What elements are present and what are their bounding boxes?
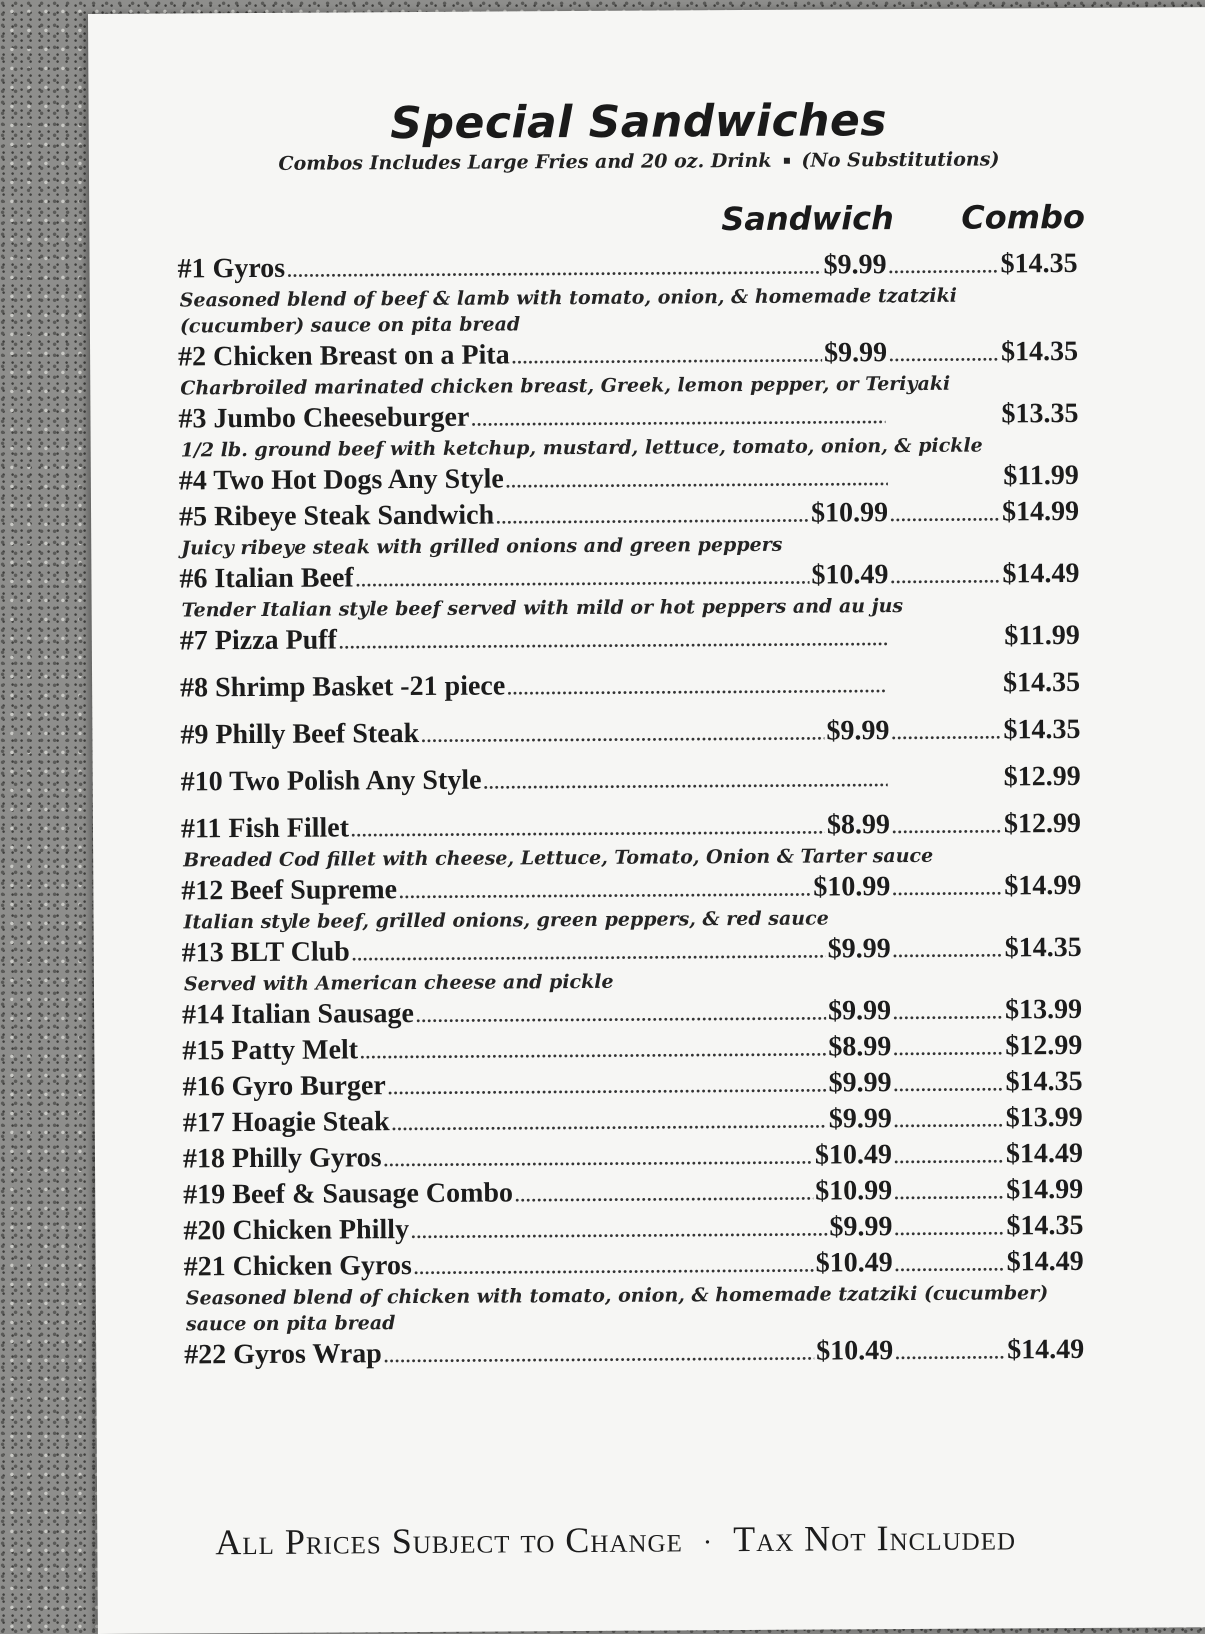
combo-price: $12.99	[1003, 760, 1081, 793]
menu-item	[179, 556, 1079, 623]
combo-price: $14.35	[1003, 666, 1081, 699]
dot-leader	[384, 1336, 815, 1375]
combo-price: $13.99	[1005, 1101, 1083, 1134]
sandwich-price: $10.99	[815, 1175, 893, 1207]
footer-price-notice: All Prices Subject to Change	[215, 1519, 683, 1563]
dot-leader	[506, 461, 888, 499]
sandwich-price: $9.99	[828, 1103, 892, 1135]
combo-price: $14.35	[1005, 1065, 1083, 1098]
sandwich-price: $8.99	[826, 809, 891, 841]
dot-leader	[360, 1032, 826, 1071]
menu-item	[182, 1028, 1082, 1069]
menu-item-line	[183, 1136, 1083, 1177]
menu-item	[180, 712, 1080, 753]
menu-item	[182, 1064, 1082, 1105]
menu-item	[183, 1208, 1083, 1249]
dot-leader	[421, 716, 824, 754]
menu-item	[182, 930, 1082, 997]
column-header-sandwich: Sandwich	[721, 199, 894, 239]
menu-item-line	[184, 1244, 1084, 1285]
menu-item	[184, 1244, 1085, 1337]
menu-item-name: #6 Italian Beef	[179, 562, 354, 595]
footer-separator-dot: ·	[702, 1527, 714, 1559]
dot-leader	[512, 338, 823, 376]
sandwich-price: $10.49	[811, 559, 889, 591]
menu-item-line	[177, 246, 1077, 287]
menu-item-name: #5 Ribeye Steak Sandwich	[178, 499, 495, 533]
combo-price: $14.35	[1000, 335, 1079, 368]
dot-leader	[894, 1138, 1004, 1175]
combo-price: $13.35	[1001, 397, 1079, 430]
menu-item-description: 1/2 lb. ground beef with ketchup, mustard, lettuce, tomato, onion, & pickle	[180, 434, 983, 462]
menu-item-name: #4 Two Hot Dogs Any Style	[178, 463, 504, 497]
sandwich-price: $9.99	[823, 249, 887, 281]
menu-item-line	[181, 868, 1081, 909]
combo-price: $14.49	[1005, 1137, 1084, 1170]
menu-item-name: #17 Hoagie Steak	[182, 1106, 390, 1139]
menu-title: Special Sandwiches	[390, 95, 888, 150]
dot-leader	[889, 336, 999, 373]
menu-item-name: #7 Pizza Puff	[179, 624, 337, 657]
dot-leader	[351, 810, 825, 849]
menu-item-name: #3 Jumbo Cheeseburger	[178, 401, 470, 435]
menu-item-line	[182, 1064, 1082, 1105]
menu-item-line	[183, 1100, 1083, 1141]
combo-price: $14.49	[1002, 557, 1080, 590]
menu-item-name: #9 Philly Beef Steak	[180, 717, 420, 751]
combo-price: $14.99	[1001, 495, 1080, 528]
sandwich-price: $9.99	[823, 337, 888, 369]
menu-item	[180, 618, 1080, 659]
menu-item	[183, 1172, 1083, 1213]
menu-item-name: #2 Chicken Breast on a Pita	[178, 339, 510, 373]
menu-item-name: #8 Shrimp Basket -21 piece	[180, 670, 506, 704]
dot-leader	[893, 1066, 1003, 1103]
menu-item-line	[181, 759, 1081, 800]
menu-item-name: #18 Philly Gyros	[182, 1142, 382, 1175]
menu-item-line	[183, 1172, 1083, 1213]
menu-item-line	[179, 458, 1079, 499]
dot-leader	[496, 498, 809, 536]
dot-leader	[416, 996, 826, 1035]
combo-price: $14.35	[1006, 1209, 1084, 1242]
sandwich-price: $10.49	[816, 1335, 894, 1367]
sandwich-price: $10.49	[815, 1247, 893, 1279]
combo-price: $13.99	[1005, 993, 1083, 1026]
menu-item-name: #20 Chicken Philly	[183, 1214, 410, 1247]
menu-item-line	[181, 806, 1081, 847]
sandwich-price: $9.99	[828, 995, 892, 1027]
dot-leader	[890, 496, 1000, 533]
menu-item-line	[183, 1208, 1083, 1249]
menu-item-line	[180, 665, 1080, 706]
menu-item-name: #11 Fish Fillet	[180, 812, 350, 845]
menu-item-line	[178, 396, 1078, 437]
menu-item-description: Served with American cheese and pickle	[183, 970, 614, 996]
subtitle-no-substitutions: (No Substitutions)	[801, 148, 1000, 172]
menu-item	[182, 992, 1082, 1033]
combo-price: $14.35	[1000, 247, 1078, 280]
menu-item-line	[178, 334, 1078, 375]
dot-leader	[287, 250, 822, 289]
dot-leader	[411, 1212, 828, 1251]
menu-item	[180, 665, 1080, 706]
dot-leader	[888, 248, 998, 285]
menu-subtitle	[89, 147, 1189, 176]
dot-leader	[471, 399, 885, 438]
menu-item-name: #13 BLT Club	[181, 936, 350, 969]
combo-price: $12.99	[1005, 1029, 1083, 1062]
sandwich-price: $10.49	[814, 1139, 893, 1171]
menu-item	[181, 759, 1081, 800]
menu-item-name: #22 Gyros Wrap	[184, 1338, 382, 1371]
menu-item	[183, 1100, 1083, 1141]
dot-leader	[507, 668, 887, 706]
menu-item-name: #14 Italian Sausage	[182, 998, 415, 1031]
combo-price: $14.99	[1006, 1173, 1084, 1206]
sandwich-price: $10.99	[813, 871, 891, 903]
sandwich-price: $9.99	[826, 715, 890, 747]
menu-item-list	[177, 246, 1084, 1373]
menu-item-name: #21 Chicken Gyros	[183, 1250, 412, 1283]
menu-item-description: Seasoned blend of beef & lamb with tomato, onion, & homemade tzatziki (cucumber) sauce on pita bread	[179, 284, 958, 338]
dot-leader	[384, 1140, 814, 1179]
menu-item	[177, 246, 1078, 339]
menu-item-name: #10 Two Polish Any Style	[180, 764, 482, 798]
menu-footer	[215, 1516, 1095, 1563]
dot-leader	[893, 1030, 1003, 1067]
menu-item-name: #19 Beef & Sausage Combo	[183, 1177, 514, 1211]
dot-leader	[392, 1104, 827, 1143]
menu-item-name: #1 Gyros	[177, 252, 286, 285]
subtitle-combo-note: Combos Includes Large Fries and 20 oz. Drink	[278, 149, 772, 175]
menu-item-description: Seasoned blend of chicken with tomato, onion, & homemade tzatziki (cucumber) sauce on pita bread	[185, 1282, 1049, 1336]
menu-item-description: Juicy ribeye steak with grilled onions and green peppers	[181, 533, 783, 560]
menu-item	[181, 868, 1081, 935]
bullet-icon	[783, 157, 789, 163]
dot-leader	[894, 1210, 1004, 1247]
combo-price: $14.49	[1007, 1333, 1085, 1366]
menu-item	[179, 458, 1079, 499]
menu-item-line	[182, 992, 1082, 1033]
dot-leader	[895, 1334, 1005, 1371]
menu-item-line	[179, 494, 1079, 535]
dot-leader	[388, 1068, 827, 1107]
menu-item-name: #15 Patty Melt	[182, 1034, 359, 1067]
dot-leader	[352, 934, 826, 973]
menu-item	[183, 1136, 1083, 1177]
dot-leader	[893, 932, 1003, 969]
menu-item	[181, 806, 1081, 873]
menu-item-line	[182, 930, 1082, 971]
menu-item	[178, 396, 1078, 463]
menu-item-line	[180, 712, 1080, 753]
dot-leader	[893, 994, 1003, 1031]
combo-price: $14.99	[1004, 869, 1082, 902]
dot-leader	[414, 1248, 814, 1286]
combo-price: $14.49	[1006, 1245, 1084, 1278]
dot-leader	[399, 872, 812, 911]
menu-page	[88, 7, 1205, 1634]
dot-leader	[894, 1174, 1004, 1211]
dot-leader	[339, 621, 889, 660]
dot-leader	[891, 714, 1001, 751]
dot-leader	[895, 1246, 1005, 1283]
combo-price: $11.99	[1004, 619, 1080, 652]
menu-item	[179, 494, 1079, 561]
dot-leader	[890, 558, 1000, 595]
menu-item-description: Tender Italian style beef served with mild or hot peppers and au jus	[181, 595, 904, 622]
menu-item	[184, 1332, 1084, 1373]
combo-price: $14.35	[1003, 713, 1081, 746]
dot-leader	[483, 762, 887, 800]
sandwich-price: $10.99	[810, 497, 889, 529]
footer-tax-notice: Tax Not Included	[733, 1517, 1017, 1560]
dot-leader	[356, 560, 810, 599]
menu-item-description: Breaded Cod fillet with cheese, Lettuce, Tomato, Onion & Tarter sauce	[183, 844, 934, 872]
menu-item-line	[184, 1332, 1084, 1373]
menu-item-line	[182, 1028, 1082, 1069]
menu-item-description: Charbroiled marinated chicken breast, Greek, lemon pepper, or Teriyaki	[180, 372, 951, 400]
menu-item	[178, 334, 1078, 401]
sandwich-price: $9.99	[829, 1211, 893, 1243]
dot-leader	[892, 808, 1002, 845]
menu-item-line	[180, 618, 1080, 659]
menu-item-line	[179, 556, 1079, 597]
menu-item-name: #12 Beef Supreme	[181, 874, 398, 907]
combo-price: $11.99	[1003, 459, 1079, 492]
dot-leader	[892, 870, 1002, 907]
combo-price: $12.99	[1003, 807, 1082, 840]
dot-leader	[894, 1102, 1004, 1139]
combo-price: $14.35	[1004, 931, 1082, 964]
sandwich-price: $9.99	[827, 933, 891, 965]
column-header-combo: Combo	[961, 197, 1086, 237]
dot-leader	[515, 1176, 813, 1214]
sandwich-price: $8.99	[828, 1031, 892, 1063]
menu-item-description: Italian style beef, grilled onions, green peppers, & red sauce	[183, 907, 829, 934]
menu-item-name: #16 Gyro Burger	[182, 1070, 386, 1103]
sandwich-price: $9.99	[828, 1067, 892, 1099]
